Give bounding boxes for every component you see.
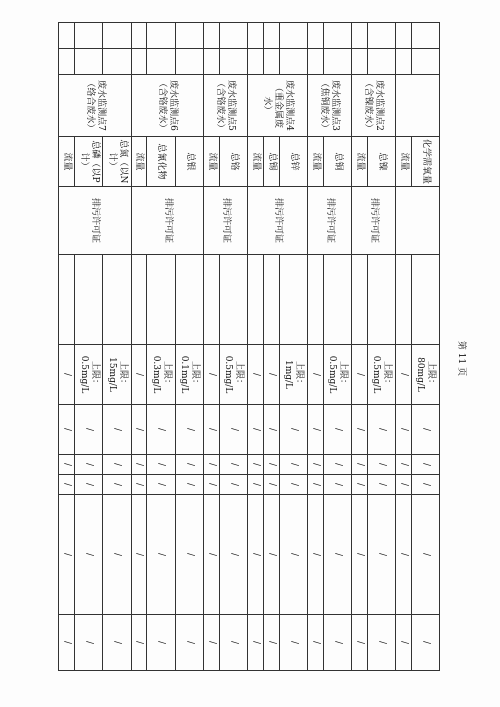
value-cell: / [175,475,203,495]
monitoring-point-cell: 废水监测点5（含铬废水） [203,75,247,137]
blank-cell [219,255,247,345]
value-cell: / [59,615,75,671]
monitoring-point-cell: 废水监测点7（络合废水） [59,75,132,137]
page-footer [455,338,485,378]
table-row [103,23,131,671]
value-cell: / [147,495,175,615]
blank-cell [103,49,131,75]
value-cell: / [411,405,439,455]
blank-cell [59,23,75,49]
table-row [323,23,351,671]
value-cell: / [279,495,307,615]
parameter-cell: 总银 [175,137,203,187]
value-cell: / [323,475,351,495]
blank-cell [175,23,203,49]
value-cell: / [103,455,131,475]
basis-cell: 排污许可证 [247,187,307,255]
value-cell: / [175,455,203,475]
blank-cell [203,255,219,345]
value-cell: / [351,475,367,495]
table-row [219,23,247,671]
blank-cell [351,23,367,49]
value-cell: / [263,495,279,615]
value-cell: / [219,615,247,671]
value-cell: / [263,455,279,475]
blank-cell [307,23,323,49]
parameter-cell: 流量 [395,137,411,187]
blank-cell [351,255,367,345]
blank-cell [75,49,103,75]
value-cell: / [247,615,263,671]
limit-cell: / [247,345,263,405]
blank-cell [75,23,103,49]
value-cell: / [103,615,131,671]
value-cell: / [411,495,439,615]
value-cell: / [323,405,351,455]
value-cell: / [131,615,147,671]
blank-cell [395,23,411,49]
value-cell: / [279,405,307,455]
table-row [175,23,203,671]
blank-cell [323,49,351,75]
limit-cell: / [263,345,279,405]
blank-cell [219,23,247,49]
blank-cell [411,255,439,345]
basis-cell: 排污许可证 [307,187,351,255]
blank-cell [279,255,307,345]
basis-cell: 排污许可证 [59,187,132,255]
value-cell: / [367,405,395,455]
basis-cell: 排污许可证 [351,187,395,255]
blank-cell [59,49,75,75]
value-cell: / [75,615,103,671]
parameter-cell: 总镍 [367,137,395,187]
value-cell: / [131,455,147,475]
value-cell: / [395,405,411,455]
parameter-cell: 流量 [247,137,263,187]
value-cell: / [247,405,263,455]
limit-cell: 上限：1mg/L [279,345,307,405]
value-cell: / [351,615,367,671]
limit-cell: / [59,345,75,405]
blank-cell [395,49,411,75]
parameter-cell: 总锡 [263,137,279,187]
table-row [411,23,439,671]
value-cell: / [307,495,323,615]
value-cell: / [203,615,219,671]
value-cell: / [203,405,219,455]
value-cell: / [147,615,175,671]
value-cell: / [323,615,351,671]
monitoring-point-cell: 废水监测点4（重金属废水） [247,75,307,137]
value-cell: / [279,455,307,475]
blank-cell [367,49,395,75]
page-number: 第 11 页 [456,340,467,377]
limit-cell: / [131,345,147,405]
value-cell: / [75,455,103,475]
blank-cell [307,255,323,345]
limit-cell: / [203,345,219,405]
value-cell: / [147,455,175,475]
parameter-cell: 流量 [351,137,367,187]
value-cell: / [247,475,263,495]
parameter-cell: 总铬 [219,137,247,187]
limit-cell: / [395,345,411,405]
blank-cell [75,255,103,345]
limit-cell: 上限：80mg/L [411,345,439,405]
blank-cell [279,49,307,75]
blank-cell [263,255,279,345]
value-cell: / [323,495,351,615]
blank-cell [175,49,203,75]
value-cell: / [75,495,103,615]
limit-cell: 上限：0.5mg/L [367,345,395,405]
blank-cell [367,23,395,49]
blank-cell [219,49,247,75]
value-cell: / [367,455,395,475]
value-cell: / [351,495,367,615]
rotated-table-container [58,22,440,670]
parameter-cell: 流量 [203,137,219,187]
value-cell: / [219,405,247,455]
value-cell: / [411,455,439,475]
limit-cell: 上限：15mg/L [103,345,131,405]
value-cell: / [367,475,395,495]
blank-cell [395,255,411,345]
blank-cell [323,23,351,49]
blank-cell [147,23,175,49]
blank-cell [323,255,351,345]
table-row [279,23,307,671]
value-cell: / [395,475,411,495]
blank-cell [247,49,263,75]
value-cell: / [175,495,203,615]
value-cell: / [75,405,103,455]
parameter-cell: 流量 [131,137,147,187]
blank-cell [279,23,307,49]
value-cell: / [75,475,103,495]
value-cell: / [131,475,147,495]
value-cell: / [131,495,147,615]
value-cell: / [59,475,75,495]
blank-cell [203,23,219,49]
blank-cell [147,49,175,75]
blank-cell [247,23,263,49]
value-cell: / [219,475,247,495]
value-cell: / [307,475,323,495]
blank-cell [59,255,75,345]
blank-cell [367,255,395,345]
limit-cell: 上限：0.5mg/L [219,345,247,405]
blank-cell [263,23,279,49]
monitoring-table [58,22,440,671]
limit-cell: 上限：0.5mg/L [75,345,103,405]
table-row [367,23,395,671]
value-cell: / [59,405,75,455]
value-cell: / [351,405,367,455]
value-cell: / [103,495,131,615]
value-cell: / [279,475,307,495]
blank-cell [411,23,439,49]
value-cell: / [103,475,131,495]
value-cell: / [59,495,75,615]
monitoring-point-cell: 废水监测点6（含铬废水） [131,75,203,137]
blank-cell [175,255,203,345]
blank-cell [131,49,147,75]
blank-cell [351,49,367,75]
parameter-cell: 总铜 [323,137,351,187]
value-cell: / [203,455,219,475]
limit-cell: / [307,345,323,405]
value-cell: / [395,615,411,671]
value-cell: / [203,495,219,615]
monitoring-point-cell: 废水监测点3（焦铜废水） [307,75,351,137]
blank-cell [263,49,279,75]
basis-cell: 排污许可证 [203,187,247,255]
basis-cell: 排污许可证 [131,187,203,255]
blank-cell [307,49,323,75]
limit-cell: / [351,345,367,405]
value-cell: / [279,615,307,671]
limit-cell: 上限：0.1mg/L [175,345,203,405]
value-cell: / [395,495,411,615]
value-cell: / [351,455,367,475]
value-cell: / [203,475,219,495]
value-cell: / [307,615,323,671]
value-cell: / [247,455,263,475]
value-cell: / [263,615,279,671]
value-cell: / [395,455,411,475]
blank-cell [103,23,131,49]
value-cell: / [147,405,175,455]
parameter-cell: 总锌 [279,137,307,187]
value-cell: / [411,615,439,671]
value-cell: / [247,495,263,615]
value-cell: / [131,405,147,455]
parameter-cell: 化学需氧量 [411,137,439,187]
value-cell: / [367,495,395,615]
value-cell: / [147,475,175,495]
value-cell: / [307,455,323,475]
blank-cell [147,255,175,345]
monitoring-point-cell: 废水监测点2（含镍废水） [351,75,395,137]
value-cell: / [411,475,439,495]
limit-cell: 上限：0.3mg/L [147,345,175,405]
value-cell: / [323,455,351,475]
value-cell: / [219,455,247,475]
value-cell: / [307,405,323,455]
value-cell: / [59,455,75,475]
point-cell [395,75,439,137]
parameter-cell: 总氮（以N计） [103,137,131,187]
blank-cell [203,49,219,75]
value-cell: / [219,495,247,615]
value-cell: / [367,615,395,671]
blank-cell [103,255,131,345]
value-cell: / [263,475,279,495]
parameter-cell: 总氰化物 [147,137,175,187]
basis-cell [395,187,439,255]
limit-cell: 上限：0.5mg/L [323,345,351,405]
blank-cell [131,23,147,49]
parameter-cell: 流量 [307,137,323,187]
blank-cell [411,49,439,75]
parameter-cell: 流量 [59,137,75,187]
blank-cell [247,255,263,345]
value-cell: / [103,405,131,455]
value-cell: / [175,405,203,455]
blank-cell [131,255,147,345]
value-cell: / [175,615,203,671]
value-cell: / [263,405,279,455]
parameter-cell: 总磷（以P计） [75,137,103,187]
